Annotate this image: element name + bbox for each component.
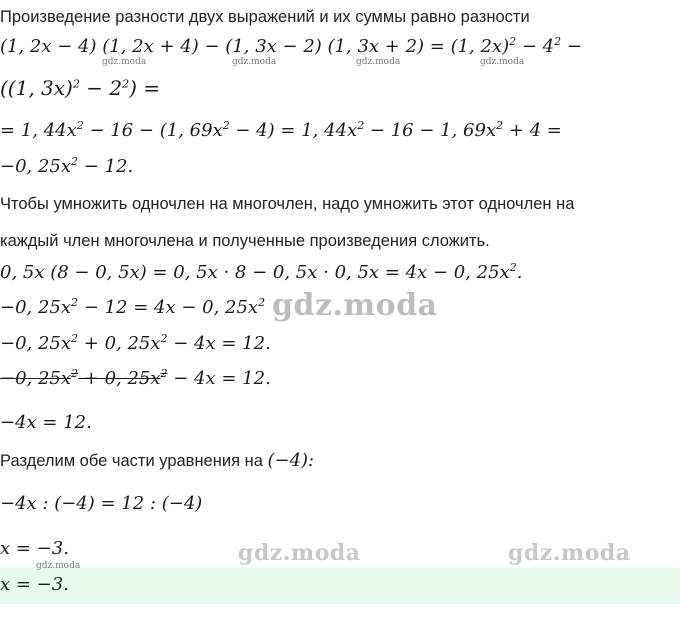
equation-4: −0, $25x^2 - 12 = 4x - 0$, $25x^2$ [0, 296, 266, 318]
equation-1-line-2: ((1, $3x)^2 - 2^2$) = [0, 76, 160, 100]
equation-9: x = −3. [0, 538, 69, 559]
rule-text-line-2: каждый член многочлена и полученные произведения сложить. [0, 232, 490, 250]
watermark: gdz.moda [508, 540, 631, 566]
intro-text: Произведение разности двух выражений и их суммы равно разности [0, 8, 530, 26]
equation-6-cancelled-terms: −0, $25x^2 + 0$, $25x^2 - 4x = 12$. [0, 367, 271, 389]
answer-text: x = −3. [0, 574, 69, 595]
watermark: gdz.moda [102, 57, 147, 67]
watermark: gdz.moda [238, 540, 361, 566]
equation-1-line-1: (1, 2x − 4) (1, 2x + 4) − (1, 3x − 2) (1, 3x + 2) = (1, $2x)^2 - 4^2$ − [0, 35, 582, 57]
watermark: gdz.moda [480, 57, 525, 67]
watermark: gdz.moda [272, 288, 438, 323]
answer-highlight [0, 568, 680, 604]
watermark: gdz.moda [232, 57, 277, 67]
equation-5: −0, $25x^2 + 0$, $25x^2 - 4x = 12$. [0, 332, 271, 354]
equation-2-line-1: = 1, $44x^2 - 16 - (1$, $69x^2 - 4) = 1$, $44x^2 - 16 - 1$, $69x^2 + 4$ = [0, 119, 562, 141]
watermark: gdz.moda [36, 561, 81, 571]
divide-instruction: Разделим обе части уравнения на (−4): [0, 450, 315, 471]
equation-2-line-2: −0, $25x^2 - 12$. [0, 155, 134, 177]
equation-8: −4x : (−4) = 12 : (−4) [0, 493, 203, 514]
rule-text-line-1: Чтобы умножить одночлен на многочлен, надо умножить этот одночлен на [0, 195, 575, 213]
equation-7: −4x = 12. [0, 412, 92, 433]
equation-3: 0, 5x (8 − 0, 5x) = 0, 5x · 8 − 0, 5x · 0, 5x = 4x − 0, $25x^2$. [0, 261, 523, 283]
watermark: gdz.moda [356, 57, 401, 67]
